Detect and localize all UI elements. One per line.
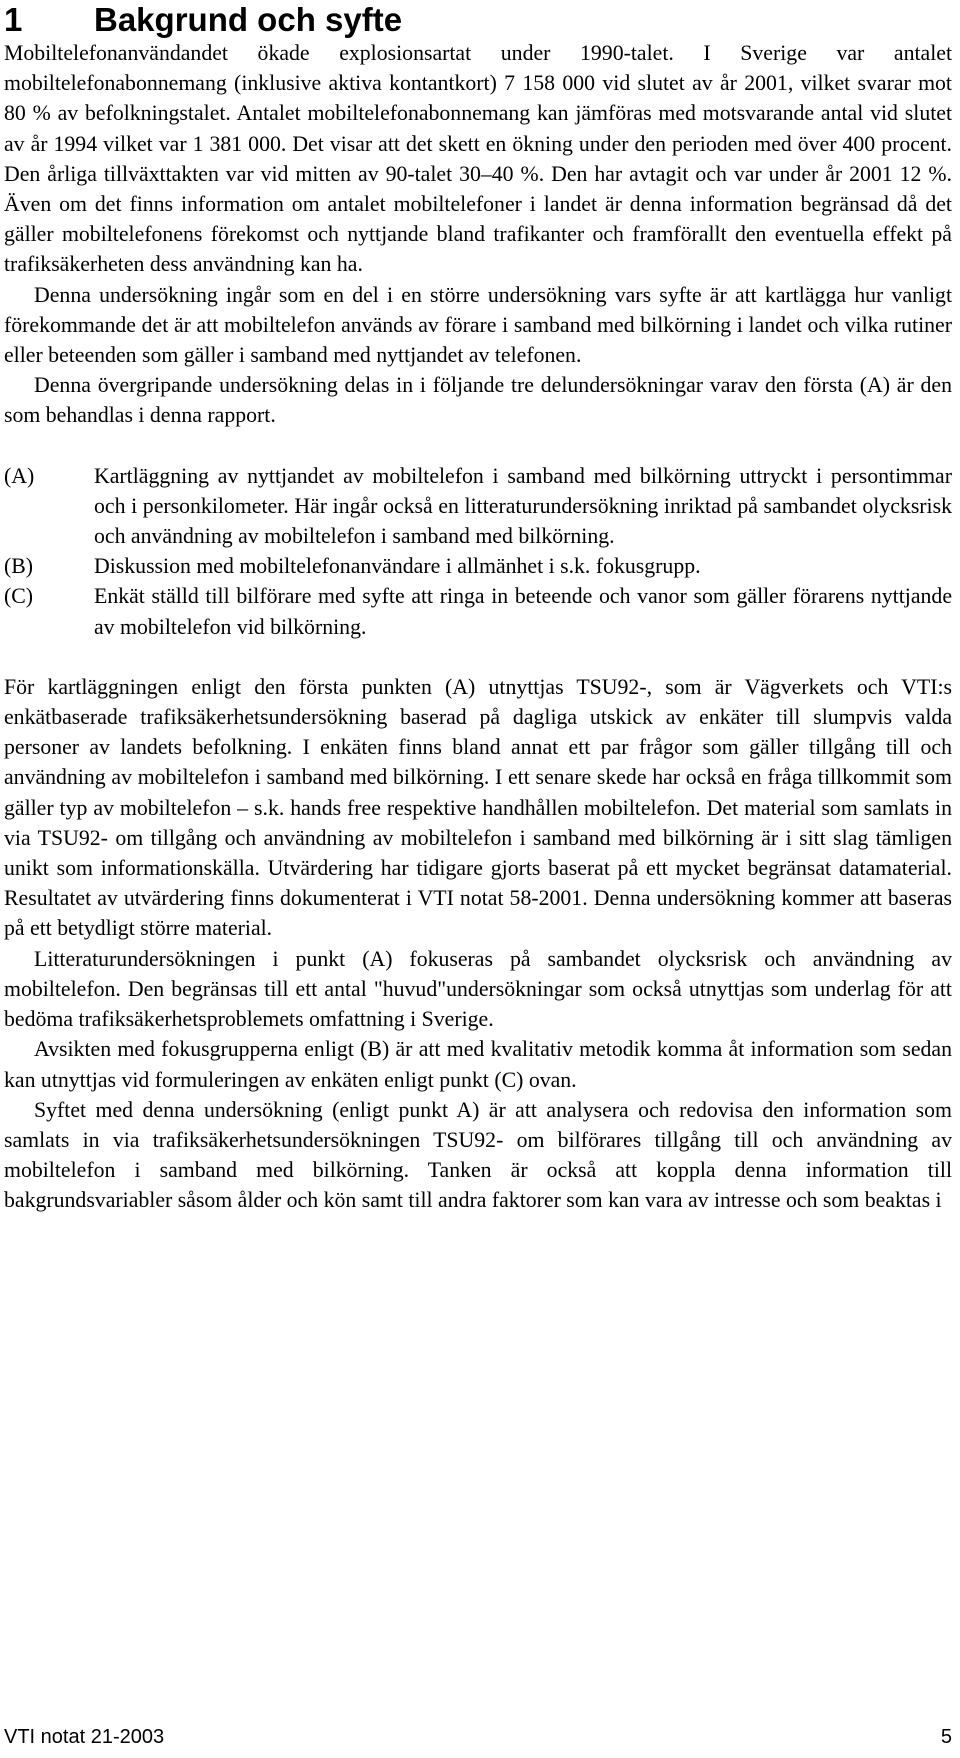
paragraph-aim: Syftet med denna undersökning (enligt punkt A) är att analysera och redovisa den information som samlats in via trafiksäkerhetsundersökningen TSU92- om bilförares tillgång till och användning av mobiltelefon i samband med bilkörning. Tanken är också att koppla denna information till bakgrundsvariabler såsom ålder och kön samt till andra faktorer som kan vara av intresse och som beaktas i [4,1097,952,1213]
paragraph-mapping: För kartläggningen enligt den första punkten (A) utnyttjas TSU92-, som är Vägverkets och VTI:s enkätbaserade trafiksäkerhetsundersökning baserad på dagliga utskick av enkäter till slumpvis valda personer av landets befolkning. I enkäten finns bland annat ett par frågor som gäller tillgång till och användning av mobiltelefon i samband med bilkörning. I ett senare skede har också en fråga tillkommit som gäller typ av mobiltelefon – s.k. hands free respektive handhållen mobiltelefon. Det material som samlats in via TSU92- om tillgång och användning av mobiltelefon i samband med bilkörning är i sitt slag tämligen unikt som informationskälla. Utvärdering har tidigare gjorts baserat på ett mycket begränsat datamaterial. Resultatet av utvärdering finns dokumenterat i VTI notat 58-2001. Denna undersökning kommer att baseras på ett betydligt större material. [4,674,952,941]
page-number: 5 [940,1726,952,1748]
list-label: (A) [4,463,35,488]
list-item-b [4,551,952,581]
page-footer [4,1720,952,1754]
sub-study-list [4,461,952,642]
spacer [4,431,952,461]
body-text [4,38,952,1216]
list-text: Kartläggning av nyttjandet av mobiltelefon i samband med bilkörning uttryckt i persontimmar och i personkilometer. Här ingår också en litteraturundersökning inriktad på sambandet olycksrisk och användning av mobiltelefon i samband med bilkörning. [94,463,952,549]
list-label: (C) [4,584,34,609]
list-item-c [4,581,952,641]
list-text: Enkät ställd till bilförare med syfte att ringa in beteende och vanor som gäller förarens nyttjande av mobiltelefon vid bilkörning. [94,584,952,639]
paragraph-purpose: Denna undersökning ingår som en del i en större undersökning vars syfte är att kartlägga hur vanligt förekommande det är att mobiltelefon används av förare i samband med bilkörning i landet och vilka rutiner eller beteenden som gäller i samband med nyttjandet av telefonen. [4,282,952,368]
list-item-a [4,461,952,552]
section-heading [4,0,402,40]
paragraph-subdivision: Denna övergripande undersökning delas in i följande tre delundersökningar varav den första (A) är den som behandlas i denna rapport. [4,373,952,428]
paragraph-focus-groups: Avsikten med fokusgrupperna enligt (B) är att med kvalitativ metodik komma åt information som sedan kan utnyttjas vid formuleringen av enkäten enligt punkt (C) ovan. [4,1037,952,1092]
paragraph-intro: Mobiltelefonanvändandet ökade explosionsartat under 1990-talet. I Sverige var antalet mobiltelefonabonnemang (inklusive aktiva kontantkort) 7 158 000 vid slutet av år 2001, vilket svarar mot 80 % av befolkningstalet. Antalet mobiltelefonabonnemang kan jämföras med motsvarande antal vid slutet av år 1994 vilket var 1 381 000. Det visar att det skett en ökning under den perioden med över 400 procent. Den årliga tillväxttakten var vid mitten av 90-talet 30–40 %. Den har avtagit och var under år 2001 12 %. Även om det finns information om antalet mobiltelefoner i landet är denna information begränsad då det gäller mobiltelefonens förekomst och nyttjande bland trafikanter och framförallt den eventuella effekt på trafiksäkerheten dess användning kan ha. [4,41,952,277]
paragraph-literature: Litteraturundersökningen i punkt (A) fokuseras på sambandet olycksrisk och användning av mobiltelefon. Den begränsas till ett antal "huvud"undersökningar som också utnyttjas som underlag för att bedöma trafiksäkerhetsproblemets omfattning i Sverige. [4,946,952,1032]
list-label: (B) [4,554,34,579]
report-id: VTI notat 21-2003 [4,1726,165,1748]
section-title: Bakgrund och syfte [94,1,403,38]
spacer [4,642,952,672]
list-text: Diskussion med mobiltelefonanvändare i allmänhet i s.k. fokusgrupp. [94,554,701,579]
section-number: 1 [4,1,23,38]
